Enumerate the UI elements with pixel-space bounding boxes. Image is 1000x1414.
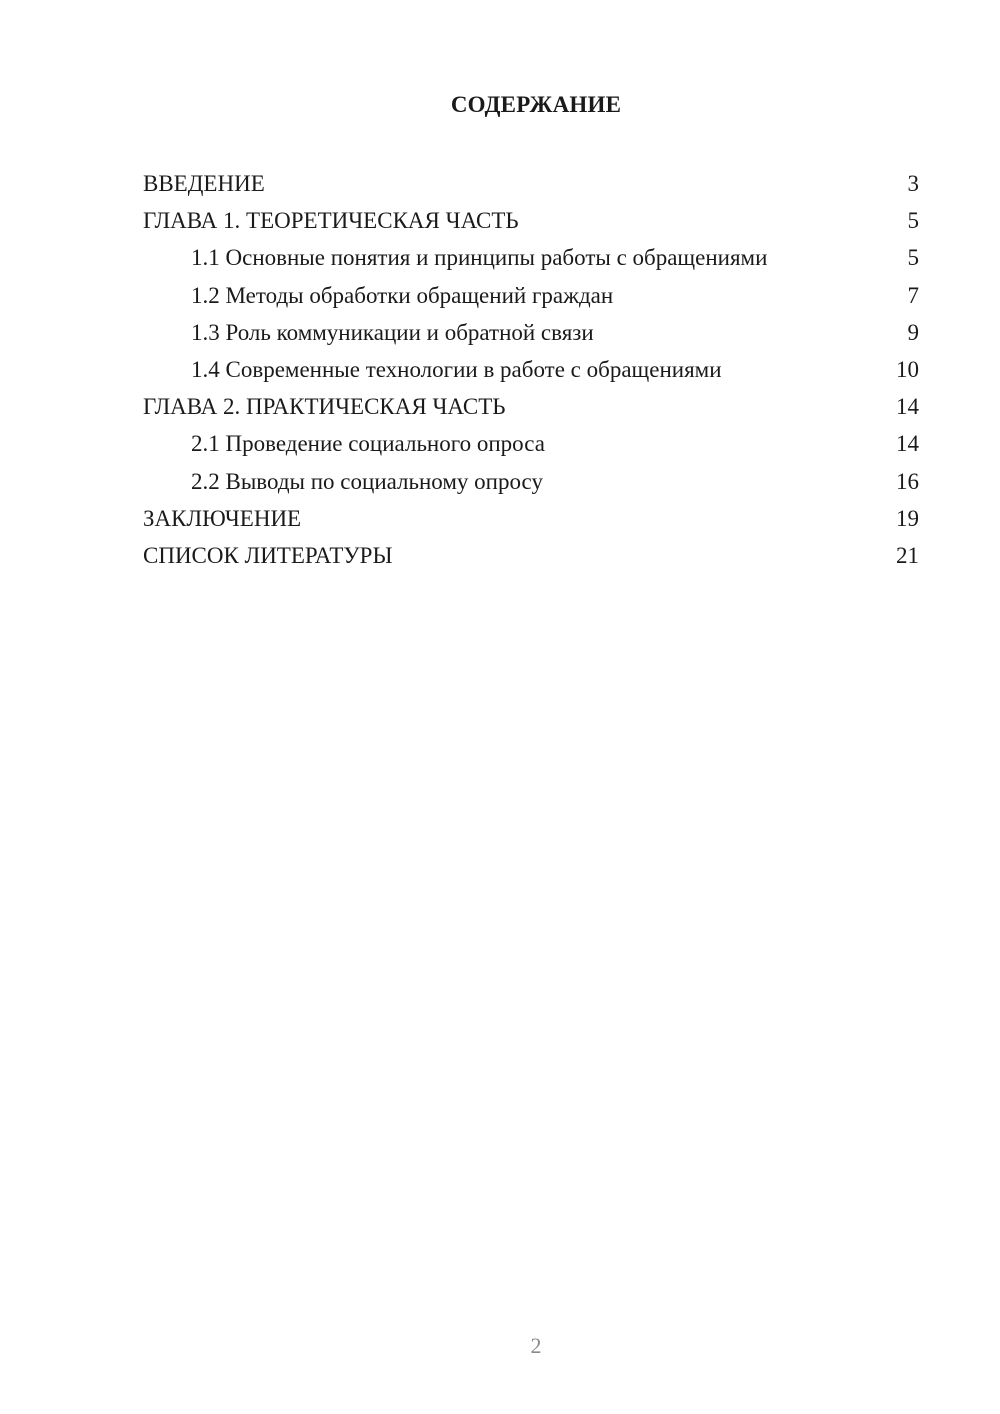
table-of-contents [143,168,919,577]
toc-item-references [143,540,919,577]
toc-item-page: 21 [896,542,919,568]
toc-item-label: 2.1 Проведение социального опроса [191,431,545,457]
toc-item-section-1-3 [143,317,919,354]
toc-item-section-1-2 [143,280,919,317]
toc-item-page: 14 [896,394,919,420]
toc-item-label: 1.1 Основные понятия и принципы работы с обращениями [191,245,768,271]
toc-item-label: 1.2 Методы обработки обращений граждан [191,282,614,308]
toc-item-section-1-1 [143,242,919,279]
toc-item-label: ВВЕДЕНИЕ [143,171,265,196]
toc-item-page: 16 [896,468,919,494]
toc-item-label: 1.3 Роль коммуникации и обратной связи [191,319,594,345]
toc-item-label: 2.2 Выводы по социальному опросу [191,468,543,494]
toc-item-label: ГЛАВА 2. ПРАКТИЧЕСКАЯ ЧАСТЬ [143,394,506,420]
page-title: СОДЕРЖАНИЕ [450,92,622,117]
toc-item-chapter-2 [143,391,919,428]
page-number: 2 [530,1333,542,1358]
toc-item-label: ЗАКЛЮЧЕНИЕ [143,505,302,531]
toc-item-section-2-2 [143,466,919,503]
toc-item-page: 3 [907,171,919,196]
toc-item-section-2-1 [143,428,919,465]
toc-item-page: 14 [896,431,919,457]
toc-item-page: 7 [907,282,919,308]
toc-item-label: СПИСОК ЛИТЕРАТУРЫ [143,542,393,568]
toc-item-page: 19 [896,505,919,531]
toc-item-page: 5 [907,208,919,234]
toc-item-introduction [143,168,919,205]
toc-item-conclusion [143,503,919,540]
toc-item-page: 5 [907,245,919,271]
toc-item-page: 10 [896,356,919,382]
toc-item-page: 9 [907,319,919,345]
toc-item-section-1-4 [143,354,919,391]
toc-item-label: ГЛАВА 1. ТЕОРЕТИЧЕСКАЯ ЧАСТЬ [143,208,519,234]
toc-item-chapter-1 [143,205,919,242]
toc-item-label: 1.4 Современные технологии в работе с обращениями [191,356,722,382]
